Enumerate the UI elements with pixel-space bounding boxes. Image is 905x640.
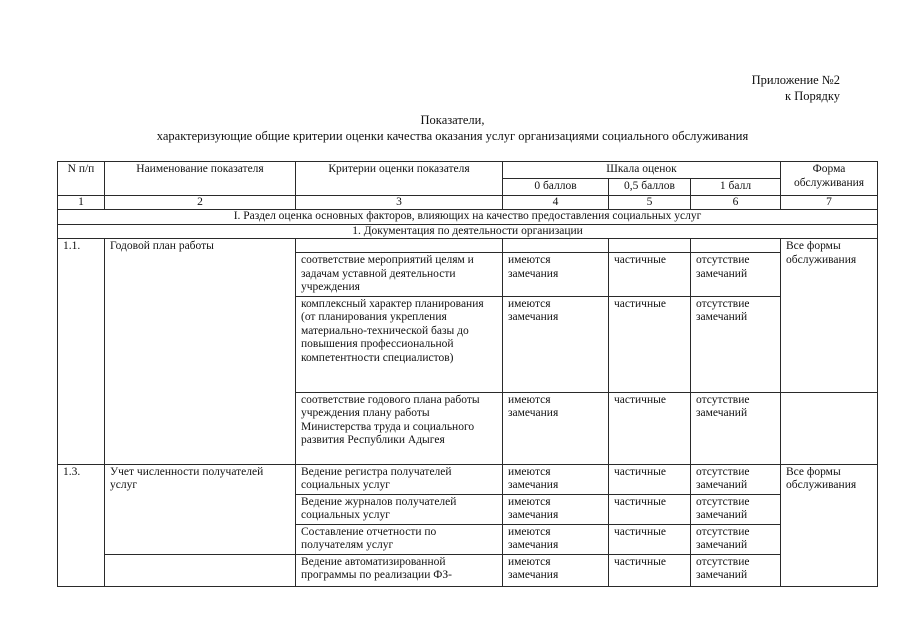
criteria-text: соответствие годового плана работы учреждения плану работы Министерства труда и социального развития Республики Адыгея xyxy=(296,392,503,464)
criteria-text: Ведение журналов получателей социальных услуг xyxy=(296,494,503,524)
score-1: отсутствие замечаний xyxy=(691,464,781,494)
criteria-text: Составление отчетности по получателям услуг xyxy=(296,524,503,554)
column-number: 3 xyxy=(296,195,503,210)
header-form-line1: Форма xyxy=(812,163,846,175)
score-1: отсутствие замечаний xyxy=(691,253,781,297)
score-empty xyxy=(503,239,609,253)
score-05: частичные xyxy=(609,392,691,464)
score-0: имеются замечания xyxy=(503,392,609,464)
score-1: отсутствие замечаний xyxy=(691,392,781,464)
score-05: частичные xyxy=(609,464,691,494)
indicators-table xyxy=(57,161,878,587)
indicator-form: Все формы обслуживания xyxy=(781,239,878,393)
score-05: частичные xyxy=(609,494,691,524)
document-title xyxy=(0,113,905,144)
header-num: N п/п xyxy=(58,162,105,196)
table-row xyxy=(58,239,878,253)
score-empty xyxy=(691,239,781,253)
column-number: 7 xyxy=(781,195,878,210)
criteria-text: Ведение регистра получателей социальных услуг xyxy=(296,464,503,494)
header-score-1: 1 балл xyxy=(691,179,781,196)
column-number: 2 xyxy=(105,195,296,210)
form-empty xyxy=(781,392,878,464)
header-form xyxy=(781,162,878,196)
column-number: 5 xyxy=(609,195,691,210)
appendix-number: Приложение №2 xyxy=(751,73,840,87)
appendix-reference: к Порядку xyxy=(785,88,840,103)
score-0: имеются замечания xyxy=(503,494,609,524)
header-form-line2: обслуживания xyxy=(793,176,865,189)
column-number: 1 xyxy=(58,195,105,210)
header-name: Наименование показателя xyxy=(105,162,296,196)
title-line-2: характеризующие общие критерии оценки качества оказания услуг организациями социального обслуживания xyxy=(156,128,749,143)
section-heading: I. Раздел оценка основных факторов, влияющих на качество предоставления социальных услуг xyxy=(58,210,878,225)
indicator-form: Все формы обслуживания xyxy=(781,464,878,586)
score-0: имеются замечания xyxy=(503,253,609,297)
indicator-num: 1.1. xyxy=(58,239,105,465)
score-05: частичные xyxy=(609,554,691,586)
score-05: частичные xyxy=(609,253,691,297)
header-score-05: 0,5 баллов xyxy=(609,179,691,196)
score-1: отсутствие замечаний xyxy=(691,524,781,554)
score-1: отсутствие замечаний xyxy=(691,554,781,586)
column-number: 6 xyxy=(691,195,781,210)
header-score-0: 0 баллов xyxy=(503,179,609,196)
column-number: 4 xyxy=(503,195,609,210)
score-0: имеются замечания xyxy=(503,524,609,554)
score-0: имеются замечания xyxy=(503,296,609,392)
header-scale: Шкала оценок xyxy=(503,162,781,179)
score-05: частичные xyxy=(609,296,691,392)
criteria-empty xyxy=(296,239,503,253)
header-criteria: Критерии оценки показателя xyxy=(296,162,503,196)
score-0: имеются замечания xyxy=(503,554,609,586)
criteria-text: соответствие мероприятий целям и задачам уставной деятельности учреждения xyxy=(296,253,503,297)
title-line-1: Показатели, xyxy=(420,113,485,127)
score-05: частичные xyxy=(609,524,691,554)
table-row xyxy=(58,464,878,494)
name-empty xyxy=(105,554,296,586)
subsection-heading: 1. Документация по деятельности организации xyxy=(58,224,878,239)
score-empty xyxy=(609,239,691,253)
criteria-text: комплексный характер планирования (от планирования укрепления материально-технической базы до повышения профессиональной компетентности специалистов) xyxy=(296,296,503,392)
score-1: отсутствие замечаний xyxy=(691,296,781,392)
score-1: отсутствие замечаний xyxy=(691,494,781,524)
indicator-name: Учет численности получателей услуг xyxy=(105,464,296,554)
score-0: имеются замечания xyxy=(503,464,609,494)
column-numbers-row xyxy=(58,195,878,210)
appendix-label xyxy=(752,73,840,104)
indicator-name: Годовой план работы xyxy=(105,239,296,465)
criteria-text: Ведение автоматизированной программы по реализации ФЗ- xyxy=(296,554,503,586)
table-row xyxy=(58,554,878,586)
indicator-num: 1.3. xyxy=(58,464,105,586)
